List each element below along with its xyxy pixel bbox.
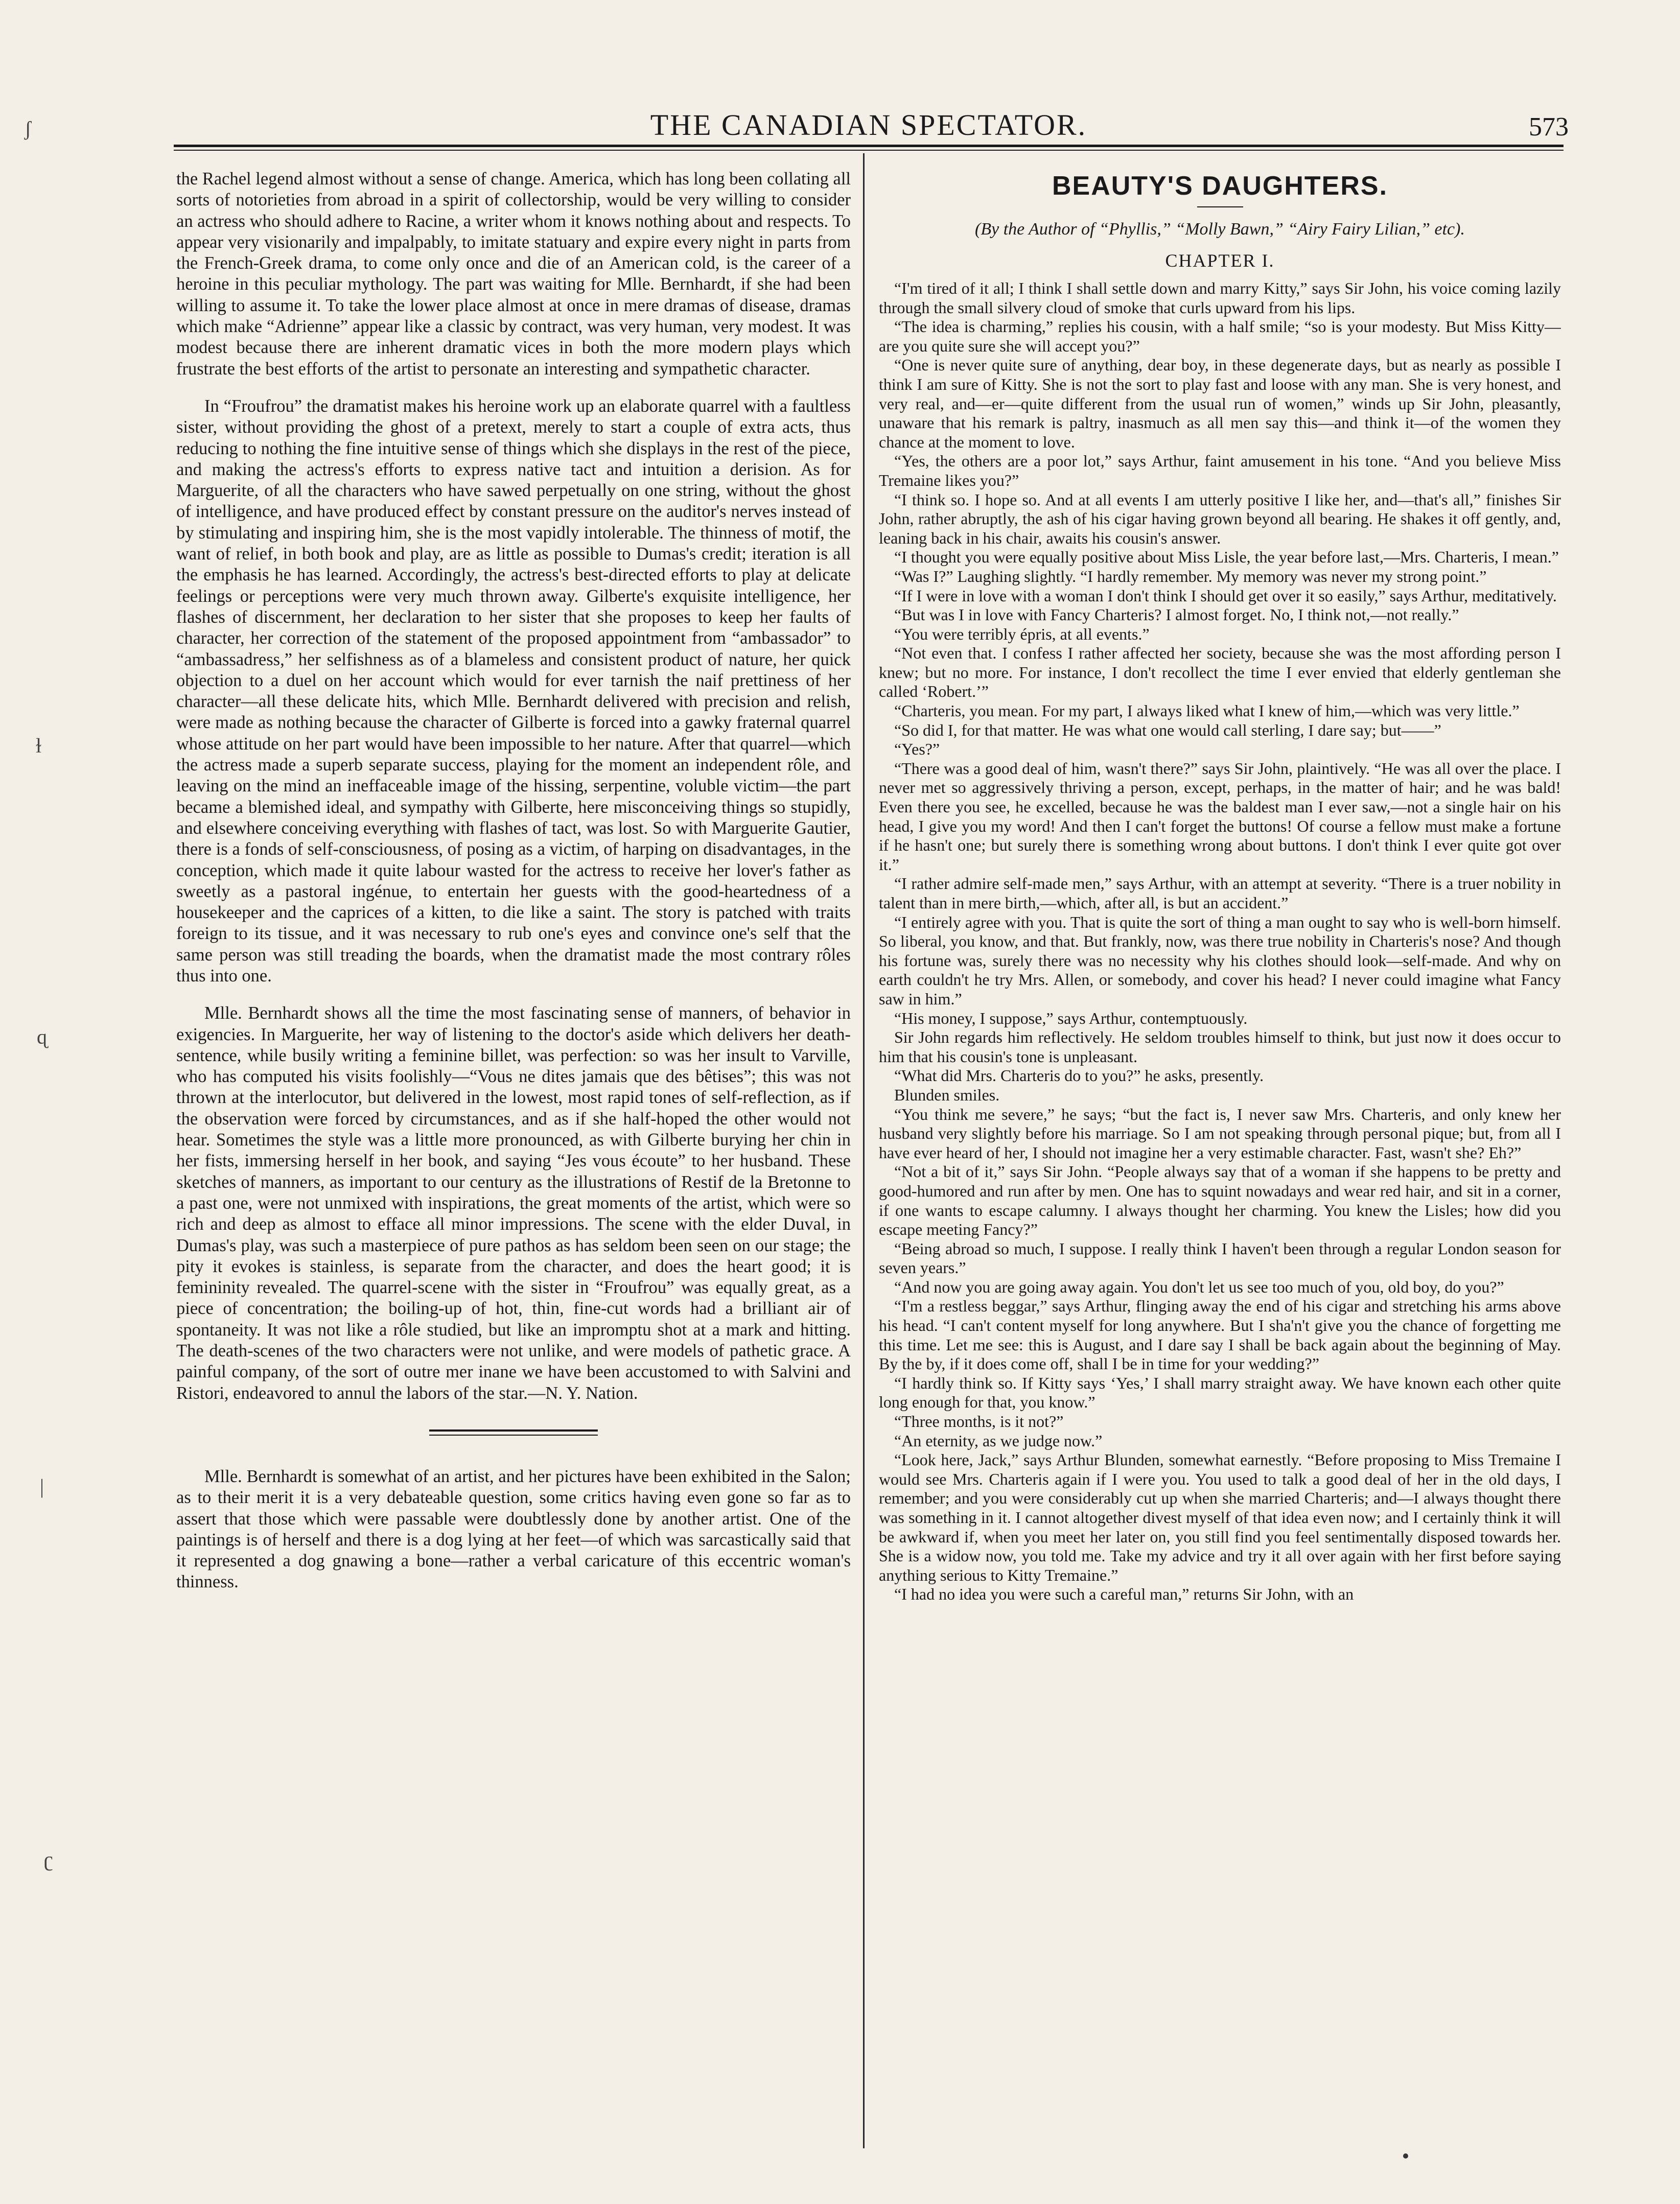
story-paragraph: “I had no idea you were such a careful man,” returns Sir John, with an: [894, 1585, 1354, 1604]
story-paragraph: “Yes, the others are a poor lot,” says Arthur, faint amusement in his tone. “And you believe Miss Tremaine likes you?”: [879, 452, 1561, 489]
story-paragraph: “Not a bit of it,” says Sir John. “People always say that of a woman if she happens to be pretty and good-humored and run after by men. One has to squint nowadays and wear red hair, and sit in a corner, if one wants to escape calumny. I always thought her charming. You knew the Lisles; how did you escape meeting Fancy?”: [879, 1162, 1561, 1239]
page-number: 573: [1529, 112, 1569, 142]
story-paragraph: Blunden smiles.: [894, 1085, 1000, 1104]
story-paragraph: “I'm a restless beggar,” says Arthur, flinging away the end of his cigar and stretching his arms above his head. “I can't content myself for long anywhere. But I sha'n't give you the chance of forgetting me this time. Let me see: this is August, and I dare say I shall be back again about the beginning of May. By the by, if it does come off, shall I be in time for your wedding?”: [879, 1297, 1561, 1373]
story-body: [879, 279, 1561, 1604]
story-paragraph: Sir John regards him reflectively. He seldom troubles himself to think, but just now it does occur to him that his cousin's tone is unpleasant.: [879, 1028, 1561, 1066]
page-header: [174, 108, 1569, 142]
margin-mark: ɋ: [37, 1025, 47, 1048]
story-paragraph: “I'm tired of it all; I think I shall settle down and marry Kitty,” says Sir John, his voice coming lazily through the small silvery cloud of smoke that curls upward from his lips.: [879, 279, 1561, 317]
margin-mark: ʃ: [25, 117, 32, 140]
story-paragraph: “Charteris, you mean. For my part, I always liked what I knew of him,—which was very little.”: [894, 701, 1520, 720]
story-paragraph: “Three months, is it not?”: [894, 1412, 1064, 1431]
story-paragraph: “I entirely agree with you. That is quite the sort of thing a man ought to say who is well-born himself. So liberal, you know, and that. But frankly, now, was there true nobility in Charteris's nose? And though his fortune was, surely there was no necessity why his clothes should look—self-made. And why on earth couldn't he try Mrs. Allen, or somebody, and cover his head? I never could imagine what Fancy saw in him.”: [879, 912, 1561, 1008]
story-paragraph: “One is never quite sure of anything, dear boy, in these degenerate days, but as nearly as possible I think I am sure of Kitty. She is not the sort to play fast and loose with any man. She is very honest, and very real, and—er—quite different from the usual run of women,” winds up Sir John, pleasantly, unaware that his remark is paltry, inasmuch as all men say this—and think it—of the women they chance at the moment to love.: [879, 356, 1561, 451]
article-paragraph: In “Froufrou” the dramatist makes his heroine work up an elaborate quarrel with a faultless sister, without providing the ghost of a pretext, merely to start a couple of extra acts, thus reducing to nothing the fine intuitive sense of things which she displays in the rest of the piece, and making the actress's efforts to express native tact and intuition a derision. As for Marguerite, of all the characters who have sawed perpetually on one string, without the ghost of intelligence, and have produced effect by constant pressure on the auditor's nerves instead of by stimulating and inspiring him, she is the most vapidly intolerable. The thinness of motif, the want of relief, in both book and play, are as little as possible to Dumas's credit; iteration is all the emphasis he has learned. Accordingly, the actress's best-directed efforts to play at delicate feelings or perceptions were very much thrown away. Gilberte's exquisite intelligence, her flashes of discernment, her declaration to her sister that she proposes to keep her faults of character, her correction of the statement of the proposed appointment from “ambassador” to “ambassadress,” her selfishness as of a blameless and consistent product of nature, her quick objection to a duel on her account which would for ever tarnish the naif prettiness of her character—all these delicate hits, which Mlle. Bernhardt delivered with precision and relish, were made as nothing because the character of Gilberte is forced into a gawky fraternal quarrel whose attitude on her part would have been impossible to her nature. After that quarrel—which the actress made a superb separate success, playing for the moment an independent rôle, and leaving on the mind an ineffaceable image of the hissing, serpentine, voluble victim—the part became a blemished ideal, and sympathy with Gilberte, here misconceiving things so stupidly, and elsewhere conceiving everything with flashes of tact, was lost. So with Marguerite Gautier, there is a fonds of self-consciousness, of posing as a victim, of harping on disadvantages, in the conception, which made it quite labour wasted for the actress to receive her lover's father as sweetly as a pastoral ingénue, to entertain her guests with the good-heartedness of a housekeeper and the caprices of a kitten, to die like a saint. The story is patched with traits foreign to its tissue, and it was necessary to rub one's eyes and convince one's self that the same person was still treading the boards, when the dramatist made the most contrary rôles thus into one.: [176, 396, 851, 986]
story-paragraph: “Look here, Jack,” says Arthur Blunden, somewhat earnestly. “Before proposing to Miss Tremaine I would see Mrs. Charteris again if I were you. You used to talk a good deal of her in the old days, I remember; and you were considerably cut up when she married Charteris; and—I always thought there was something in it. I cannot altogether divest myself of that idea even now; and I certainly think it will be awkward if, when you meet her later on, you still find you feel sentimentally disposed towards her. She is a widow now, you told me. Take my advice and try it all over again with her first before saying anything serious to Kitty Tremaine.”: [879, 1450, 1561, 1584]
story-paragraph: “If I were in love with a woman I don't think I should get over it so easily,” says Arthur, meditatively.: [894, 586, 1557, 605]
story-paragraph: “I hardly think so. If Kitty says ‘Yes,’ I shall marry straight away. We have known each other quite long enough for that, you know.”: [879, 1373, 1561, 1412]
title-rule: [1197, 206, 1243, 207]
story-paragraph: “Was I?” Laughing slightly. “I hardly remember. My memory was never my strong point.”: [894, 567, 1487, 585]
running-title: THE CANADIAN SPECTATOR.: [650, 108, 1087, 142]
margin-mark: ʗ: [44, 1848, 53, 1871]
column-divider: [863, 153, 865, 2148]
story-paragraph: “Not even that. I confess I rather affected her society, because she was the most affording person I knew; but no more. For instance, I don't recollect the time I ever envied that elderly gentleman she called ‘Robert.’”: [879, 644, 1561, 701]
story-paragraph: “I thought you were equally positive about Miss Lisle, the year before last,—Mrs. Charteris, I mean.”: [894, 548, 1559, 567]
story-paragraph: “Yes?”: [894, 740, 940, 759]
story-byline: (By the Author of “Phyllis,” “Molly Bawn,” “Airy Fairy Lilian,” etc).: [975, 220, 1465, 239]
story-paragraph: “There was a good deal of him, wasn't there?” says Sir John, plaintively. “He was all over the place. I never met so aggressively thriving a person, except, perhaps, in the matter of hair; and he was bald! Even there you see, he excelled, because he was the baldest man I ever saw,—not a single hair on his head, I give you my word! And then I can't forget the buttons! Of course a fellow must make a fortune if he hasn't one; but surely there is something wrong about buttons. I don't think I ever quite got over it.”: [879, 759, 1561, 874]
story-paragraph: “The idea is charming,” replies his cousin, with a half smile; “so is your modesty. But Miss Kitty—are you quite sure she will accept you?”: [879, 317, 1561, 355]
article-paragraph: the Rachel legend almost without a sense of change. America, which has long been collating all sorts of notorieties from abroad in a spirit of collectorship, would be very willing to consider an actress who should adhere to Racine, a writer whom it knows nothing about and respects. To appear very visionarily and impalpably, to imitate statuary and expire every night in parts from the French-Greek drama, to come only once and die of an American cold, is the career of a heroine in this peculiar mythology. The part was waiting for Mlle. Bernhardt, if she had been willing to assume it. To take the lower place almost at once in mere dramas of disease, dramas which make “Adrienne” appear like a classic by contract, was very human, very modest. It was modest because there are inherent dramatic vices in both the more modern plays which frustrate the best efforts of the artist to personate an interesting and sympathetic character.: [176, 169, 851, 379]
chapter-heading: CHAPTER I.: [1165, 250, 1275, 271]
margin-mark: ɫ: [36, 734, 42, 757]
story-paragraph: “What did Mrs. Charteris do to you?” he asks, presently.: [894, 1066, 1264, 1085]
story-paragraph: “Being abroad so much, I suppose. I really think I haven't been through a regular London season for seven years.”: [879, 1239, 1561, 1277]
left-column: [176, 169, 851, 2151]
ink-dot: [1403, 2153, 1408, 2159]
article-paragraph: Mlle. Bernhardt is somewhat of an artist, and her pictures have been exhibited in the Salon; as to their merit it is a very debateable question, some critics having even gone so far as to assert that those which were passable were doubtlessly done by another artist. One of the paintings is of herself and there is a dog lying at her feet—of which was sarcastically said that it represented a dog gnawing a bone—rather a verbal caricature of this eccentric woman's thinness.: [176, 1466, 851, 1592]
story-paragraph: “So did I, for that matter. He was what one would call sterling, I dare say; but——”: [894, 720, 1441, 739]
story-paragraph: “And now you are going away again. You don't let us see too much of you, old boy, do you?”: [894, 1277, 1504, 1296]
story-paragraph: “I rather admire self-made men,” says Arthur, with an attempt at severity. “There is a truer nobility in talent than in mere birth,—which, after all, is but an accident.”: [879, 874, 1561, 912]
right-column: [879, 169, 1561, 2151]
header-rule: [174, 145, 1564, 151]
story-paragraph: “His money, I suppose,” says Arthur, contemptuously.: [894, 1009, 1248, 1027]
story-paragraph: “You think me severe,” he says; “but the fact is, I never saw Mrs. Charteris, and only knew her husband very slightly before his marriage. So I am not speaking through personal pique; but, from all I have ever heard of her, I should not imagine her a very estimable character. Fast, wasn't she? Eh?”: [879, 1105, 1561, 1162]
story-paragraph: “But was I in love with Fancy Charteris? I almost forget. No, I think not,—not really.”: [894, 605, 1459, 624]
story-paragraph: “I think so. I hope so. And at all events I am utterly positive I like her, and—that's all,” finishes Sir John, rather abruptly, the ash of his cigar having grown beyond all bearing. He shakes it off gently, and, leaning back in his chair, awaits his cousin's answer.: [879, 490, 1561, 547]
story-paragraph: “An eternity, as we judge now.”: [894, 1431, 1103, 1450]
section-break-rule: [429, 1429, 598, 1436]
story-paragraph: “You were terribly épris, at all events.”: [894, 624, 1150, 643]
margin-mark: |: [40, 1475, 44, 1498]
article-paragraph: Mlle. Bernhardt shows all the time the most fascinating sense of manners, of behavior in exigencies. In Marguerite, her way of listening to the doctor's aside which delivers her death-sentence, while busily writing a feminine billet, was perfection: so was her insult to Varville, who has computed his visits foolishly—“Vous ne dites jamais que des bêtises”; this was not thrown at the interlocutor, but delivered in the lowest, most rapid tones of self-reflection, as if the observation were forced by circumstances, and as if she half-hoped the other would not hear. Sometimes the style was a little more pronounced, as with Gilberte burying her chin in her fists, immersing herself in her book, and saying “Jes vous écoute” to her husband. These sketches of manners, as important to our century as the illustrations of Restif de la Bretonne to a past one, were not unmixed with inspirations, the great moments of the artist, which were so rich and deep as almost to efface all minor impressions. The scene with the elder Duval, in Dumas's play, was such a masterpiece of pure pathos as has seldom been seen on our stage; the pity it evokes is stainless, is separate from the character, and does the heart good; it is femininity revealed. The quarrel-scene with the sister in “Froufrou” was equally great, as a piece of concentration; the boiling-up of hot, thin, fine-cut words had a brilliant air of spontaneity. It was not like a rôle studied, but like an impromptu shot at a mark and hitting. The death-scenes of the two characters were not unlike, and were models of pathetic grace. A painful company, of the sort of outre mer inane we have been accustomed to with Salvini and Ristori, endeavored to annul the labors of the star.—N. Y. Nation.: [176, 1003, 851, 1403]
story-title: BEAUTY'S DAUGHTERS.: [1052, 171, 1388, 201]
